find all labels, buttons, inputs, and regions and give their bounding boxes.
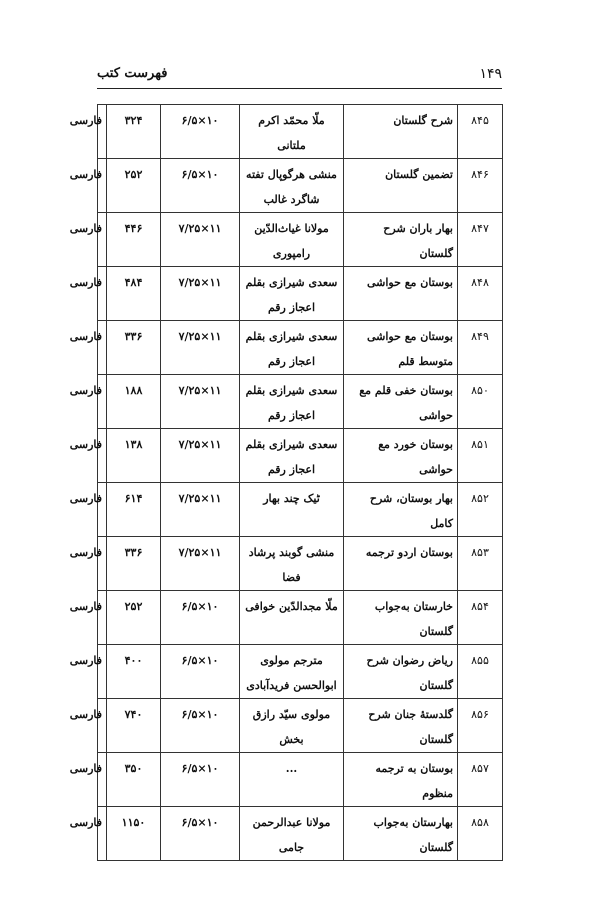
book-language: فارسی (98, 753, 107, 807)
book-pages: ۳۳۶ (107, 321, 161, 375)
book-size: ۱۱×۷/۲۵ (161, 375, 240, 429)
entry-number: ۸۵۴ (458, 591, 503, 645)
table-row (98, 105, 503, 159)
book-title: بهارستان به‌جواب گلستان (344, 807, 458, 861)
book-title: بوستان مع حواشی متوسط قلم (344, 321, 458, 375)
running-title: فهرست کتب (97, 66, 168, 81)
book-pages: ۲۵۲ (107, 591, 161, 645)
book-pages: ۱۳۸ (107, 429, 161, 483)
table-row (98, 591, 503, 645)
book-size: ۱۰×۶/۵ (161, 591, 240, 645)
book-language: فارسی (98, 807, 107, 861)
book-pages: ۴۴۶ (107, 213, 161, 267)
book-size: ۱۱×۷/۲۵ (161, 537, 240, 591)
book-language: فارسی (98, 321, 107, 375)
book-language: فارسی (98, 105, 107, 159)
table-row (98, 537, 503, 591)
book-pages: ۳۵۰ (107, 753, 161, 807)
book-author: ملّا مجدالدّین خوافی (240, 591, 344, 645)
book-author: سعدی شیرازی بقلم اعجاز رقم (240, 375, 344, 429)
book-pages: ۴۸۴ (107, 267, 161, 321)
entry-number: ۸۵۸ (458, 807, 503, 861)
book-language: فارسی (98, 429, 107, 483)
book-title: شرح گلستان (344, 105, 458, 159)
book-pages: ۲۵۲ (107, 159, 161, 213)
book-title: بوستان اردو ترجمه (344, 537, 458, 591)
book-author: مترجم مولوی ابوالحسن فریدآبادی (240, 645, 344, 699)
book-author: منشی هرگوپال تفته شاگرد غالب (240, 159, 344, 213)
book-language: فارسی (98, 699, 107, 753)
book-size: ۱۰×۶/۵ (161, 807, 240, 861)
table-row (98, 321, 503, 375)
book-size: ۱۱×۷/۲۵ (161, 483, 240, 537)
book-language: فارسی (98, 537, 107, 591)
book-author: مولانا عبدالرحمن جامی (240, 807, 344, 861)
table-row (98, 807, 503, 861)
table-row (98, 753, 503, 807)
book-language: فارسی (98, 591, 107, 645)
table-row (98, 159, 503, 213)
page-header (97, 64, 502, 89)
book-size: ۱۰×۶/۵ (161, 753, 240, 807)
book-title: ریاض رضوان شرح گلستان (344, 645, 458, 699)
book-size: ۱۱×۷/۲۵ (161, 213, 240, 267)
book-pages: ۴۰۰ (107, 645, 161, 699)
book-language: فارسی (98, 483, 107, 537)
entry-number: ۸۵۱ (458, 429, 503, 483)
book-pages: ۳۲۴ (107, 105, 161, 159)
book-title: بهار بوستان، شرح کامل (344, 483, 458, 537)
entry-number: ۸۴۵ (458, 105, 503, 159)
book-author: سعدی شیرازی بقلم اعجاز رقم (240, 429, 344, 483)
entry-number: ۸۵۰ (458, 375, 503, 429)
table-row (98, 213, 503, 267)
page-number: ۱۴۹ (479, 66, 502, 82)
book-pages: ۶۱۴ (107, 483, 161, 537)
book-size: ۱۱×۷/۲۵ (161, 267, 240, 321)
book-pages: ۱۸۸ (107, 375, 161, 429)
book-title: بوستان خفی قلم مع حواشی (344, 375, 458, 429)
book-pages: ۷۴۰ (107, 699, 161, 753)
book-language: فارسی (98, 375, 107, 429)
entry-number: ۸۵۵ (458, 645, 503, 699)
book-author: ... (240, 753, 344, 807)
book-title: بوستان مع حواشی (344, 267, 458, 321)
book-size: ۱۰×۶/۵ (161, 645, 240, 699)
entry-number: ۸۵۲ (458, 483, 503, 537)
book-size: ۱۰×۶/۵ (161, 105, 240, 159)
book-size: ۱۱×۷/۲۵ (161, 321, 240, 375)
book-title: خارستان به‌جواب گلستان (344, 591, 458, 645)
book-size: ۱۰×۶/۵ (161, 699, 240, 753)
book-author: مولانا غیاث‌الدّین رامپوری (240, 213, 344, 267)
entry-number: ۸۴۶ (458, 159, 503, 213)
book-title: بهار باران شرح گلستان (344, 213, 458, 267)
book-title: بوستان خورد مع حواشی (344, 429, 458, 483)
book-language: فارسی (98, 267, 107, 321)
book-author: منشی گوبند پرشاد فضا (240, 537, 344, 591)
book-author: مولوی سیّد رازق بخش (240, 699, 344, 753)
table-row (98, 267, 503, 321)
table-row (98, 645, 503, 699)
book-language: فارسی (98, 159, 107, 213)
book-author: ٹیک چند بهار (240, 483, 344, 537)
entry-number: ۸۵۶ (458, 699, 503, 753)
book-title: گلدستهٔ جنان شرح گلستان (344, 699, 458, 753)
entry-number: ۸۴۹ (458, 321, 503, 375)
book-author: سعدی شیرازی بقلم اعجاز رقم (240, 321, 344, 375)
book-language: فارسی (98, 645, 107, 699)
entry-number: ۸۵۷ (458, 753, 503, 807)
book-title: بوستان به ترجمه منظوم (344, 753, 458, 807)
book-catalog-table (69, 104, 503, 861)
book-title: تضمین گلستان (344, 159, 458, 213)
table-row (98, 429, 503, 483)
table-row (98, 375, 503, 429)
book-language: فارسی (98, 213, 107, 267)
book-size: ۱۱×۷/۲۵ (161, 429, 240, 483)
book-pages: ۱۱۵۰ (107, 807, 161, 861)
table-row (98, 699, 503, 753)
entry-number: ۸۴۸ (458, 267, 503, 321)
book-author: سعدی شیرازی بقلم اعجاز رقم (240, 267, 344, 321)
entry-number: ۸۵۳ (458, 537, 503, 591)
book-author: ملّا محمّد اکرم ملتانی (240, 105, 344, 159)
entry-number: ۸۴۷ (458, 213, 503, 267)
table-row (98, 483, 503, 537)
book-pages: ۳۳۶ (107, 537, 161, 591)
book-size: ۱۰×۶/۵ (161, 159, 240, 213)
catalog-body (69, 105, 503, 861)
